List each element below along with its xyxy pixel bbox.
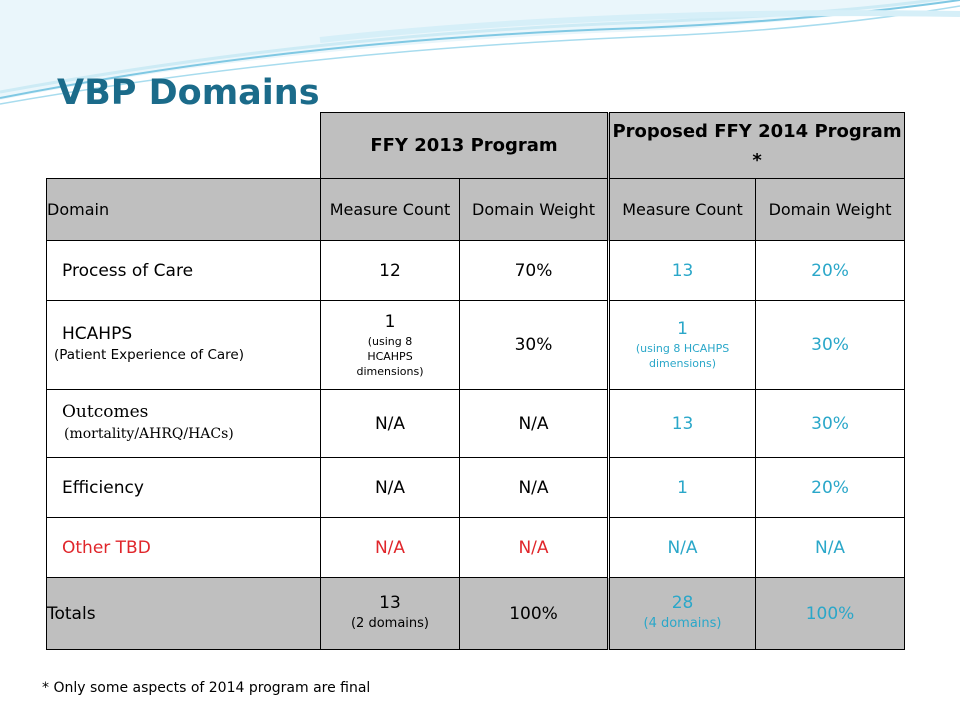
header-domain-label: Domain bbox=[47, 200, 110, 219]
measure-count-2013-cell: 12 bbox=[321, 241, 460, 301]
measure-count-2013-cell: N/A bbox=[321, 390, 460, 458]
domain-weight-2013-cell: N/A bbox=[460, 518, 609, 578]
domain-cell bbox=[47, 301, 321, 390]
measure-count-2014-cell: N/A bbox=[609, 518, 756, 578]
table-row bbox=[47, 458, 905, 518]
header-ffy-2014: Proposed FFY 2014 Program * bbox=[609, 113, 905, 179]
domain-cell: Process of Care bbox=[47, 241, 321, 301]
table-row bbox=[47, 301, 905, 390]
domain-weight-2014-cell: 30% bbox=[756, 301, 905, 390]
table-column-header-row bbox=[47, 179, 905, 241]
totals-measure-count-note: (2 domains) bbox=[350, 615, 429, 631]
footnote: * Only some aspects of 2014 program are final bbox=[42, 680, 371, 696]
totals-label-cell: Totals bbox=[47, 578, 321, 650]
header-measure-count-2014: Measure Count bbox=[609, 179, 756, 241]
table-row bbox=[47, 241, 905, 301]
header-ffy-2013: FFY 2013 Program bbox=[321, 113, 609, 179]
totals-measure-count-note: (4 domains) bbox=[643, 615, 722, 631]
measure-count-2013-cell bbox=[321, 301, 460, 390]
domain-label: HCAHPS bbox=[62, 324, 133, 344]
domain-weight-2013-cell: N/A bbox=[460, 458, 609, 518]
table-row bbox=[47, 390, 905, 458]
table-row bbox=[47, 518, 905, 578]
page-title: VBP Domains bbox=[57, 73, 320, 113]
measure-count-2014-cell: 1 bbox=[609, 458, 756, 518]
domain-cell: Other TBD bbox=[47, 518, 321, 578]
measure-count-note: (using 8 HCAHPS dimensions) bbox=[356, 334, 424, 378]
domain-weight-2013-cell: 30% bbox=[460, 301, 609, 390]
domain-weight-2013-cell: N/A bbox=[460, 390, 609, 458]
totals-row bbox=[47, 578, 905, 650]
measure-count-note: (using 8 HCAHPS dimensions) bbox=[635, 342, 730, 370]
domain-cell: Efficiency bbox=[47, 458, 321, 518]
totals-measure-count-value: 28 bbox=[671, 592, 694, 613]
totals-domain-weight-2013-cell: 100% bbox=[460, 578, 609, 650]
measure-count-value: 1 bbox=[677, 319, 688, 339]
header-domain bbox=[47, 179, 321, 241]
totals-domain-weight-2014-cell: 100% bbox=[756, 578, 905, 650]
header-domain-weight-2013: Domain Weight bbox=[460, 179, 609, 241]
domain-sublabel: (mortality/AHRQ/HACs) bbox=[64, 425, 234, 442]
measure-count-2013-cell: N/A bbox=[321, 518, 460, 578]
domain-weight-2014-cell: 20% bbox=[756, 458, 905, 518]
domain-weight-2014-cell: N/A bbox=[756, 518, 905, 578]
domain-cell bbox=[47, 390, 321, 458]
domain-label: Outcomes bbox=[62, 401, 149, 422]
domain-weight-2013-cell: 70% bbox=[460, 241, 609, 301]
domain-weight-2014-cell: 30% bbox=[756, 390, 905, 458]
blank-corner-cell bbox=[47, 113, 321, 179]
vbp-domains-table bbox=[46, 112, 905, 650]
measure-count-value: 1 bbox=[384, 311, 396, 332]
totals-measure-count-2014-cell bbox=[609, 578, 756, 650]
domain-weight-2014-cell: 20% bbox=[756, 241, 905, 301]
measure-count-2013-cell: N/A bbox=[321, 458, 460, 518]
totals-measure-count-2013-cell bbox=[321, 578, 460, 650]
table-group-header-row bbox=[47, 113, 905, 179]
totals-measure-count-value: 13 bbox=[379, 592, 401, 613]
measure-count-2014-cell bbox=[609, 301, 756, 390]
header-measure-count-2013: Measure Count bbox=[321, 179, 460, 241]
measure-count-2014-cell: 13 bbox=[609, 241, 756, 301]
header-domain-weight-2014: Domain Weight bbox=[756, 179, 905, 241]
measure-count-2014-cell: 13 bbox=[609, 390, 756, 458]
domain-sublabel: (Patient Experience of Care) bbox=[54, 347, 244, 363]
